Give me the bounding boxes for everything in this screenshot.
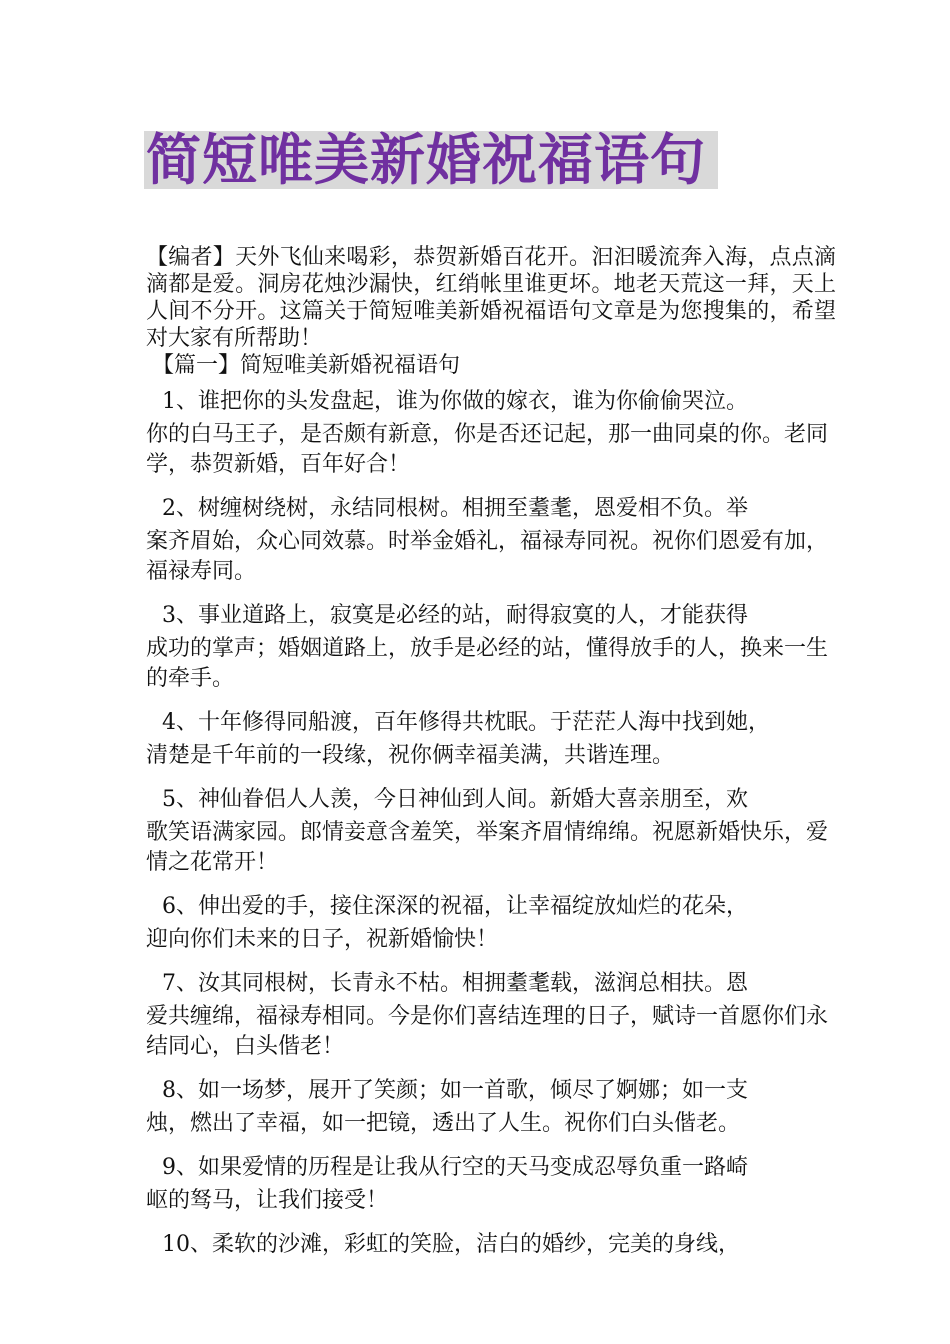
list-item-text: 案齐眉始，众心同效慕。时举金婚礼，福禄寿同祝。祝你们恩爱有加，福禄寿同。 — [146, 529, 829, 584]
list-item — [146, 704, 836, 771]
list-item-first-line: 4、十年修得同船渡，百年修得共枕眠。于茫茫人海中找到她， — [162, 710, 770, 735]
list-item-first-line: 7、汝其同根树，长青永不枯。相拥耋耄载，滋润总相扶。恩 — [162, 971, 748, 996]
list-item — [146, 1072, 836, 1139]
list-item-text: 迎向你们未来的日子，祝新婚愉快！ — [146, 927, 499, 952]
list-item-text: 你的白马王子，是否颇有新意，你是否还记起，那一曲同桌的你。老同学，恭贺新婚，百年好合！ — [146, 422, 829, 477]
section-heading: 【篇一】简短唯美新婚祝福语句 — [152, 353, 461, 378]
list-item — [146, 383, 836, 480]
document-body — [146, 244, 836, 1263]
list-item-first-line: 3、事业道路上，寂寞是必经的站，耐得寂寞的人，才能获得 — [162, 603, 748, 628]
list-item — [146, 888, 836, 955]
list-item — [146, 597, 836, 694]
list-item — [146, 781, 836, 878]
list-item-text: 岖的驽马，让我们接受！ — [146, 1188, 389, 1213]
page-title: 简短唯美新婚祝福语句 — [146, 128, 707, 192]
list-item-first-line: 8、如一场梦，展开了笑颜；如一首歌，倾尽了婀娜；如一支 — [162, 1078, 748, 1103]
list-item-first-line: 1、谁把你的头发盘起，谁为你做的嫁衣，谁为你偷偷哭泣。 — [162, 389, 748, 414]
intro-paragraph: 【编者】天外飞仙来喝彩，恭贺新婚百花开。汩汩暖流奔入海，点点滴滴都是爱。洞房花烛沙漏快，红绡帐里谁更坏。地老天荒这一拜，天上人间不分开。这篇关于简短唯美新婚祝福语句文章是为您搜集的，希望对大家有所帮助！ — [146, 245, 836, 351]
list-item-first-line: 6、伸出爱的手，接住深深的祝福，让幸福绽放灿烂的花朵， — [162, 894, 748, 919]
list-item-first-line: 10、柔软的沙滩，彩虹的笑脸，洁白的婚纱，完美的身线， — [162, 1232, 740, 1257]
list-item-text: 爱共缠绵，福禄寿相同。今是你们喜结连理的日子，赋诗一首愿你们永结同心，白头偕老！ — [146, 1004, 829, 1059]
list-item-text: 清楚是千年前的一段缘，祝你俩幸福美满，共谐连理。 — [146, 743, 675, 768]
list-item — [146, 1226, 836, 1263]
list-item-text: 歌笑语满家园。郎情妾意含羞笑，举案齐眉情绵绵。祝愿新婚快乐，爱情之花常开！ — [146, 820, 829, 875]
list-item — [146, 490, 836, 587]
list-item-first-line: 5、神仙眷侣人人羡，今日神仙到人间。新婚大喜亲朋至，欢 — [162, 787, 748, 812]
list-item-first-line: 2、树缠树绕树，永结同根树。相拥至耋耄，恩爱相不负。举 — [162, 496, 748, 521]
list-item — [146, 965, 836, 1062]
list-item-first-line: 9、如果爱情的历程是让我从行空的天马变成忍辱负重一路崎 — [162, 1155, 748, 1180]
list-item-text: 成功的掌声；婚姻道路上，放手是必经的站，懂得放手的人，换来一生的牵手。 — [146, 636, 829, 691]
list-item — [146, 1149, 836, 1216]
list-item-text: 烛，燃出了幸福，如一把镜，透出了人生。祝你们白头偕老。 — [146, 1111, 741, 1136]
